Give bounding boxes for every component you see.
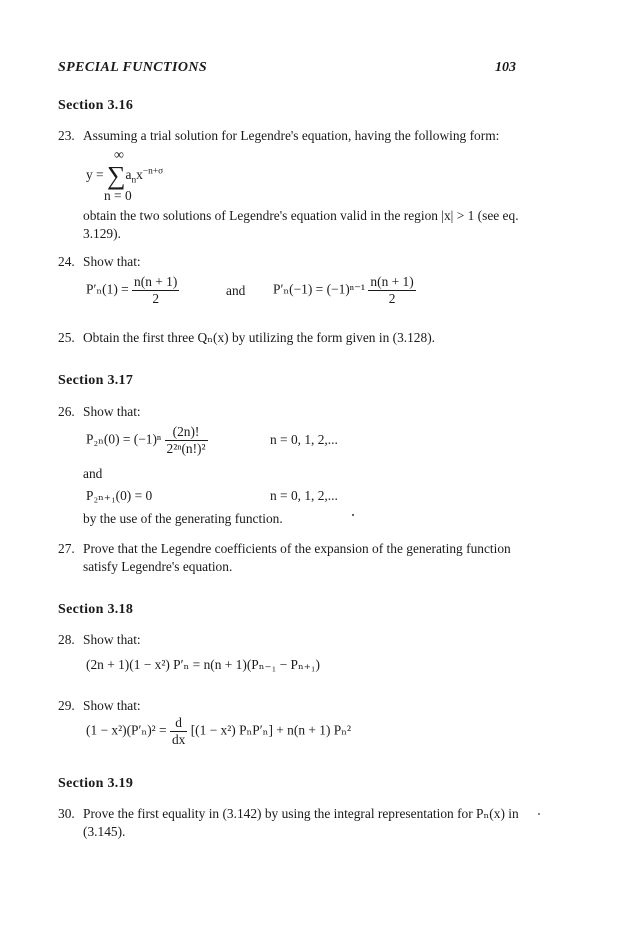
problem-24-equation-2 bbox=[273, 274, 416, 307]
equation-lhs: (1 − x²)(P′ₙ)² = bbox=[86, 722, 167, 738]
problem-26-number: 26. bbox=[58, 404, 75, 419]
equation-lhs: y = bbox=[86, 167, 104, 182]
fraction-denominator: 2 bbox=[388, 291, 396, 306]
equation-coefficient: a bbox=[125, 167, 132, 182]
problem-28-equation: (2n + 1)(1 − x²) P′ₙ = n(n + 1)(Pₙ₋₁ − Pₙ₊₁) bbox=[86, 657, 320, 672]
fraction bbox=[170, 715, 187, 748]
problem-23-equation bbox=[86, 161, 164, 190]
summation-lower-limit: n = 0 bbox=[104, 188, 132, 203]
problem-24-equation-1 bbox=[86, 274, 179, 307]
problem-23-number: 23. bbox=[58, 128, 75, 143]
problem-26-equation-2: P₂ₙ₊₁(0) = 0 bbox=[86, 488, 153, 503]
running-header-title: SPECIAL FUNCTIONS bbox=[58, 60, 208, 75]
fraction-numerator: (2n)! bbox=[165, 424, 208, 441]
fraction bbox=[132, 274, 179, 307]
problem-23-text: Assuming a trial solution for Legendre's equation, having the following form: bbox=[83, 128, 500, 143]
problem-23-text-line3: 3.129). bbox=[83, 226, 121, 241]
problem-26-range-2: n = 0, 1, 2,... bbox=[270, 488, 338, 503]
equation-rhs: [(1 − x²) PₙP′ₙ] + n(n + 1) Pₙ² bbox=[190, 722, 352, 738]
fraction-denominator: dx bbox=[171, 732, 186, 747]
problem-29-number: 29. bbox=[58, 698, 75, 713]
problem-29-text: Show that: bbox=[83, 698, 141, 713]
page-number: 103 bbox=[495, 60, 516, 75]
problem-25-number: 25. bbox=[58, 330, 75, 345]
stray-mark bbox=[538, 813, 540, 815]
equation-subscript: n bbox=[131, 175, 137, 186]
fraction bbox=[165, 424, 208, 457]
equation-variable: x bbox=[136, 167, 143, 182]
equation-lhs: P′ₙ(1) = bbox=[86, 281, 129, 297]
fraction bbox=[368, 274, 415, 307]
fraction-denominator: 2 bbox=[152, 291, 160, 306]
fraction-numerator: n(n + 1) bbox=[370, 274, 414, 289]
section-heading-3-19: Section 3.19 bbox=[58, 776, 134, 791]
section-heading-3-16: Section 3.16 bbox=[58, 98, 134, 113]
summation-upper-limit: ∞ bbox=[114, 148, 124, 163]
problem-26-and: and bbox=[83, 466, 103, 481]
fraction-denominator: 2²ⁿ(n!)² bbox=[166, 441, 206, 456]
problem-28-text: Show that: bbox=[83, 632, 141, 647]
fraction-numerator: d bbox=[170, 715, 187, 732]
section-heading-3-18: Section 3.18 bbox=[58, 602, 134, 617]
section-heading-3-17: Section 3.17 bbox=[58, 373, 134, 388]
problem-25-text: Obtain the first three Qₙ(x) by utilizing the form given in (3.128). bbox=[83, 330, 436, 345]
problem-30-text-line2: (3.145). bbox=[83, 824, 126, 839]
fraction-numerator: n(n + 1) bbox=[134, 274, 178, 289]
problem-26-text-line2: by the use of the generating function. bbox=[83, 511, 283, 526]
problem-23-text-line2: obtain the two solutions of Legendre's equation valid in the region |x| > 1 (see eq. bbox=[83, 208, 519, 223]
problem-29-equation bbox=[86, 715, 351, 748]
problem-30-number: 30. bbox=[58, 806, 75, 821]
problem-24-and: and bbox=[226, 283, 246, 298]
equation-lhs: P′ₙ(−1) = (−1)ⁿ⁻¹ bbox=[273, 281, 366, 297]
problem-24-text: Show that: bbox=[83, 254, 141, 269]
problem-28-number: 28. bbox=[58, 632, 75, 647]
equation-exponent: −n+σ bbox=[142, 166, 164, 177]
problem-30-text-line1: Prove the first equality in (3.142) by using the integral representation for Pₙ(x) in bbox=[83, 806, 519, 821]
problem-24-number: 24. bbox=[58, 254, 75, 269]
problem-27-number: 27. bbox=[58, 541, 75, 556]
problem-26-range-1: n = 0, 1, 2,... bbox=[270, 432, 338, 447]
equation-lhs: P₂ₙ(0) = (−1)ⁿ bbox=[86, 431, 162, 447]
problem-27-text-line1: Prove that the Legendre coefficients of the expansion of the generating function bbox=[83, 541, 511, 556]
problem-26-text: Show that: bbox=[83, 404, 141, 419]
summation-sign: ∑ bbox=[106, 161, 126, 190]
problem-27-text-line2: satisfy Legendre's equation. bbox=[83, 559, 233, 574]
stray-mark bbox=[352, 514, 354, 516]
problem-26-equation-1 bbox=[86, 424, 208, 457]
